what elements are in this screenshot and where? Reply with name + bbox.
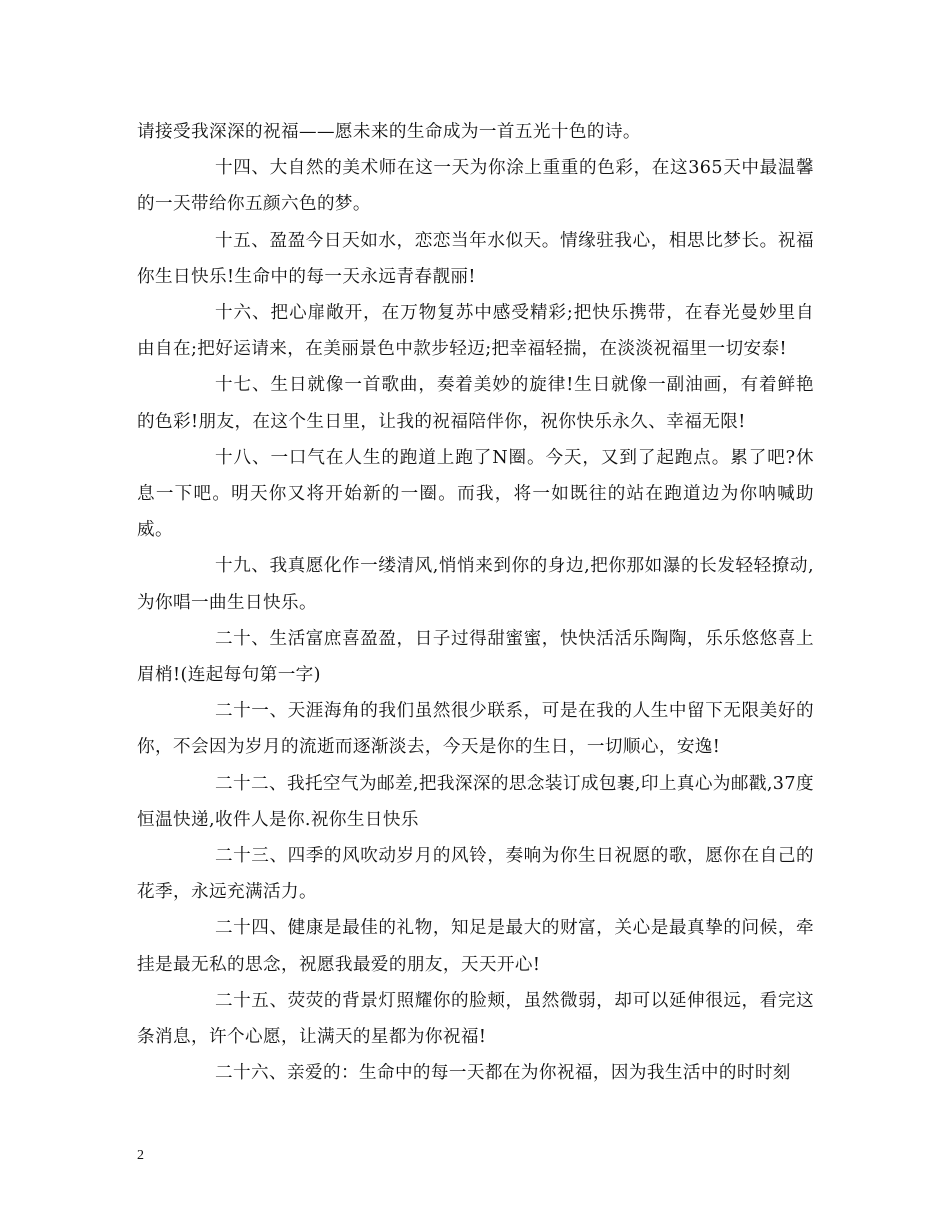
paragraph: 请接受我深深的祝福——愿未来的生命成为一首五光十色的诗。 <box>137 122 641 142</box>
paragraph: 十六、把心扉敞开，在万物复苏中感受精彩;把快乐携带，在春光曼妙里自由自在;把好运请来，在美丽景色中款步轻迈;把幸福轻揣，在淡淡祝福里一切安泰! <box>137 303 814 360</box>
paragraph: 十五、盈盈今日天如水，恋恋当年水似天。情缘驻我心，相思比梦长。祝福你生日快乐!生命中的每一天永远青春靓丽! <box>137 230 814 287</box>
paragraph: 十八、一口气在人生的跑道上跑了N圈。今天，又到了起跑点。累了吧?休息一下吧。明天你又将开始新的一圈。而我，将一如既往的站在跑道边为你呐喊助威。 <box>137 447 814 541</box>
paragraph: 十九、我真愿化作一缕清风,悄悄来到你的身边,把你那如瀑的长发轻轻撩动,为你唱一曲生日快乐。 <box>137 556 814 613</box>
paragraph: 二十二、我托空气为邮差,把我深深的思念装订成包裹,印上真心为邮戳,37度恒温快递,收件人是你.祝你生日快乐 <box>137 773 814 830</box>
page-number: 2 <box>137 1148 144 1163</box>
paragraph: 十七、生日就像一首歌曲，奏着美妙的旋律!生日就像一副油画，有着鲜艳的色彩!朋友，在这个生日里，让我的祝福陪伴你，祝你快乐永久、幸福无限! <box>137 375 814 432</box>
paragraph: 二十一、天涯海角的我们虽然很少联系，可是在我的人生中留下无限美好的你，不会因为岁月的流逝而逐渐淡去，今天是你的生日，一切顺心，安逸! <box>137 701 814 758</box>
paragraph: 二十、生活富庶喜盈盈，日子过得甜蜜蜜，快快活活乐陶陶，乐乐悠悠喜上眉梢!(连起每句第一字) <box>137 628 814 686</box>
document-body <box>137 114 814 1091</box>
paragraph: 十四、大自然的美术师在这一天为你涂上重重的色彩，在这365天中最温馨的一天带给你五颜六色的梦。 <box>137 158 814 215</box>
paragraph: 二十三、四季的风吹动岁月的风铃，奏响为你生日祝愿的歌，愿你在自己的花季，永远充满活力。 <box>137 846 814 903</box>
paragraph: 二十四、健康是最佳的礼物，知足是最大的财富，关心是最真挚的问候，牵挂是最无私的思念，祝愿我最爱的朋友，天天开心! <box>137 918 814 975</box>
paragraph: 二十六、亲爱的：生命中的每一天都在为你祝福，因为我生活中的时时刻 <box>215 1063 791 1084</box>
paragraph: 二十五、荧荧的背景灯照耀你的脸颊，虽然微弱，却可以延伸很远，看完这条消息，许个心愿，让满天的星都为你祝福! <box>137 990 814 1048</box>
